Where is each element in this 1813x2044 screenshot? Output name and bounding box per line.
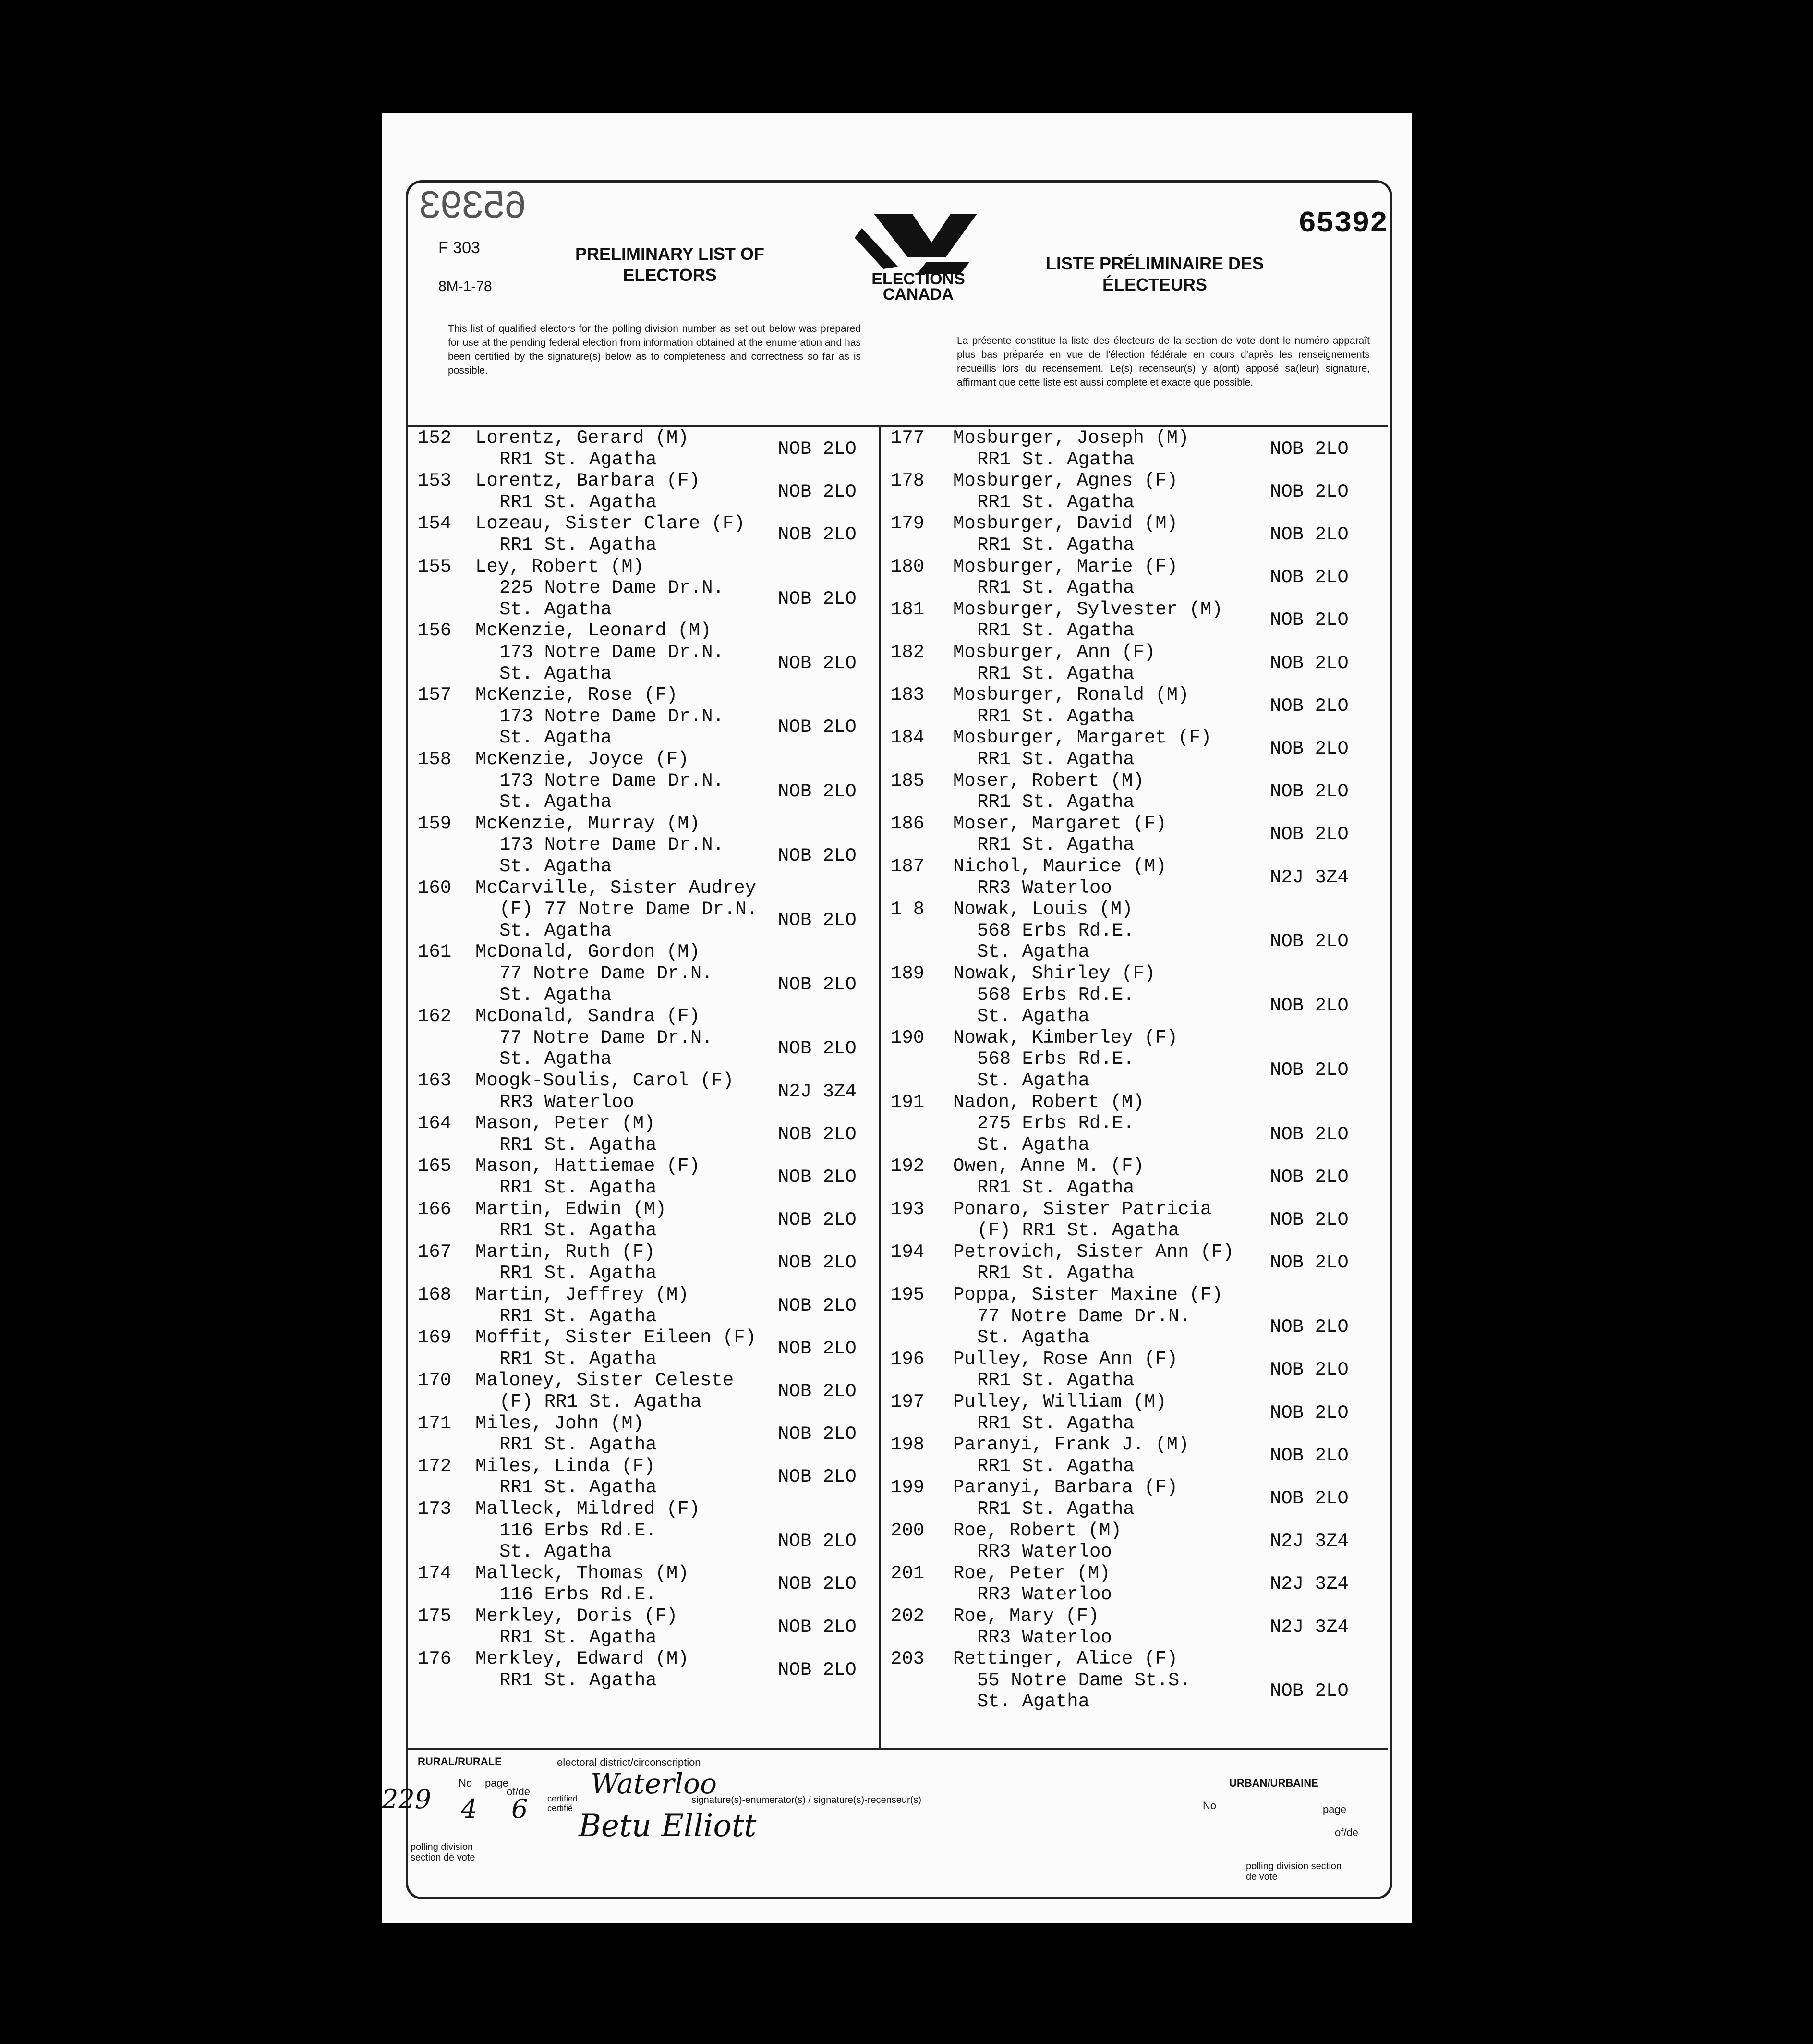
elector-number: 158 <box>418 749 452 770</box>
elector-address: RR1 St. Agatha <box>499 1669 657 1691</box>
polling-division-value: 229 <box>382 1784 432 1814</box>
elector-name: Roe, Robert (M) <box>953 1520 1122 1541</box>
postal-code: NOB 2LO <box>1270 1680 1349 1702</box>
elector-address: RR1 St. Agatha <box>499 1348 657 1370</box>
intro-french: La présente constitue la liste des électeurs de la section de vote dont le numéro apparaît plus bas préparée en vue de l'élection fédérale en cours d'après les renseignements recueillis lors du recensement. Le(s) recenseur(s) y a(ont) apposé sa(leur) signature, affirmant que cette liste est aussi complète et exacte que possible. <box>957 335 1370 388</box>
page-value: 4 <box>461 1794 478 1824</box>
elector-number: 153 <box>418 470 452 492</box>
form-date: 8M-1-78 <box>438 279 492 294</box>
elector-number: 176 <box>418 1648 452 1670</box>
elector-name: Paranyi, Barbara (F) <box>953 1477 1178 1498</box>
elector-number: 183 <box>891 684 925 706</box>
elector-address: RR1 St. Agatha <box>499 1477 657 1498</box>
elector-name: Martin, Jeffrey (M) <box>475 1284 689 1305</box>
elector-address: RR3 Waterloo <box>499 1091 634 1113</box>
elector-address: RR1 St. Agatha <box>977 748 1135 770</box>
elector-number: 191 <box>891 1091 925 1113</box>
elector-name: Nadon, Robert (M) <box>953 1091 1144 1113</box>
elector-name: Pulley, William (M) <box>953 1391 1167 1412</box>
postal-code: NOB 2LO <box>778 652 857 674</box>
form-number: 65392 <box>1298 207 1388 241</box>
elector-number: 177 <box>891 427 925 449</box>
postal-code: NOB 2LO <box>778 781 857 803</box>
elector-address: 116 Erbs Rd.E. <box>499 1584 657 1606</box>
elector-address: St. Agatha <box>499 1048 612 1070</box>
postal-code: NOB 2LO <box>1270 1166 1349 1188</box>
elector-number: 161 <box>418 941 452 963</box>
elector-address: RR1 St. Agatha <box>499 534 657 556</box>
elector-name: Moser, Margaret (F) <box>953 813 1167 834</box>
elector-address: RR1 St. Agatha <box>499 449 657 470</box>
elector-address: RR1 St. Agatha <box>499 1134 657 1156</box>
page-label: page <box>485 1777 508 1789</box>
title-french: LISTE PRÉLIMINAIRE DES ÉLECTEURS <box>1045 254 1264 294</box>
elector-address: St. Agatha <box>977 1070 1090 1091</box>
elector-name: Mason, Hattiemae (F) <box>475 1156 701 1177</box>
elector-address: RR1 St. Agatha <box>977 1370 1135 1391</box>
postal-code: NOB 2LO <box>1270 523 1349 545</box>
postal-code: NOB 2LO <box>778 1466 857 1488</box>
postal-code: NOB 2LO <box>1270 652 1349 674</box>
elector-number: 172 <box>418 1455 452 1477</box>
elector-number: 170 <box>418 1370 452 1391</box>
elector-number: 179 <box>891 513 925 535</box>
elector-name: McDonald, Sandra (F) <box>475 1006 701 1027</box>
elector-name: Ley, Robert (M) <box>475 556 644 577</box>
elector-name: Moffit, Sister Eileen (F) <box>475 1327 757 1349</box>
elector-address: RR1 St. Agatha <box>499 1220 657 1241</box>
elector-address: 173 Notre Dame Dr.N. <box>499 834 725 856</box>
elector-name: Lorentz, Barbara (F) <box>475 470 701 492</box>
elector-name: Owen, Anne M. (F) <box>953 1156 1144 1177</box>
postal-code: NOB 2LO <box>778 438 857 460</box>
elector-address: 568 Erbs Rd.E. <box>977 984 1135 1006</box>
elector-number: 186 <box>891 813 925 834</box>
postal-code: NOB 2LO <box>1270 481 1349 502</box>
elector-name: Mosburger, Joseph (M) <box>953 427 1189 449</box>
elector-number: 190 <box>891 1027 925 1048</box>
postal-code: NOB 2LO <box>1270 1123 1349 1145</box>
district-value: Waterloo <box>591 1767 717 1800</box>
elector-number: 199 <box>891 1477 925 1498</box>
elector-address: St. Agatha <box>977 1327 1090 1349</box>
elector-address: RR1 St. Agatha <box>499 491 657 513</box>
elector-address: St. Agatha <box>977 1006 1090 1027</box>
postal-code: NOB 2LO <box>1270 1445 1349 1466</box>
elector-address: RR1 St. Agatha <box>977 1498 1135 1520</box>
elector-address: St. Agatha <box>499 984 612 1006</box>
elector-number: 194 <box>891 1241 925 1263</box>
elector-address: RR1 St. Agatha <box>499 1305 657 1327</box>
elector-address: RR1 St. Agatha <box>977 1263 1135 1284</box>
elector-number: 168 <box>418 1284 452 1305</box>
postal-code: NOB 2LO <box>778 1123 857 1145</box>
elector-name: Ponaro, Sister Patricia <box>953 1198 1212 1220</box>
elector-address: RR1 St. Agatha <box>499 1627 657 1648</box>
postal-code: NOB 2LO <box>778 845 857 866</box>
urban-no-label: No <box>1203 1800 1217 1812</box>
elector-name: Petrovich, Sister Ann (F) <box>953 1241 1234 1263</box>
signature-label: signature(s)-enumerator(s) / signature(s)-recenseur(s) <box>691 1795 922 1805</box>
postal-code: NOB 2LO <box>1270 781 1349 803</box>
postal-code: NOB 2LO <box>1270 1316 1349 1338</box>
elector-number: 192 <box>891 1156 925 1177</box>
elector-number: 169 <box>418 1327 452 1349</box>
elector-address: St. Agatha <box>499 855 612 877</box>
elector-number: 185 <box>891 770 925 791</box>
elector-address: RR1 St. Agatha <box>499 1434 657 1456</box>
elector-name: Malleck, Mildred (F) <box>475 1498 701 1520</box>
elector-address: RR1 St. Agatha <box>977 449 1135 470</box>
elector-number: 171 <box>418 1412 452 1434</box>
urban-of-label: of/de <box>1335 1826 1358 1838</box>
elector-name: Nowak, Shirley (F) <box>953 963 1156 984</box>
elector-name: Malleck, Thomas (M) <box>475 1562 689 1584</box>
elector-name: Moser, Robert (M) <box>953 770 1144 791</box>
postal-code: NOB 2LO <box>778 588 857 609</box>
postal-code: NOB 2LO <box>1270 438 1349 460</box>
elector-address: St. Agatha <box>977 1134 1090 1156</box>
elector-number: 182 <box>891 642 925 663</box>
elector-number: 163 <box>418 1070 452 1091</box>
postal-code: N2J 3Z4 <box>1270 1616 1349 1638</box>
elector-number: 203 <box>891 1648 925 1670</box>
elector-name: McKenzie, Murray (M) <box>475 813 701 834</box>
district-label: electoral district/circonscription <box>557 1756 701 1768</box>
elector-number: 173 <box>418 1498 452 1520</box>
elector-address: 77 Notre Dame Dr.N. <box>977 1305 1191 1327</box>
elector-address: RR1 St. Agatha <box>977 491 1135 513</box>
postal-code: NOB 2LO <box>778 1209 857 1231</box>
postal-code: NOB 2LO <box>1270 1209 1349 1231</box>
elector-number: 174 <box>418 1562 452 1584</box>
postal-code: NOB 2LO <box>1270 567 1349 588</box>
elector-name: Mosburger, Agnes (F) <box>953 470 1178 492</box>
urban-polling-label: polling division section de vote <box>1246 1861 1342 1882</box>
form-code: F 303 <box>438 239 480 257</box>
elector-number: 197 <box>891 1391 925 1412</box>
elector-name: McKenzie, Joyce (F) <box>475 749 689 770</box>
elector-number: 156 <box>418 620 452 642</box>
elector-address: 173 Notre Dame Dr.N. <box>499 770 725 791</box>
footer-divider <box>408 1748 1388 1750</box>
postal-code: NOB 2LO <box>778 1338 857 1359</box>
no-label: No <box>459 1777 472 1789</box>
elector-name: Lorentz, Gerard (M) <box>475 427 689 449</box>
postal-code: NOB 2LO <box>1270 695 1349 717</box>
elector-address: 77 Notre Dame Dr.N. <box>499 1027 713 1048</box>
elector-name: Mason, Peter (M) <box>475 1113 655 1134</box>
elector-name: McKenzie, Leonard (M) <box>475 620 712 642</box>
left-electors-column <box>408 427 876 1746</box>
postal-code: NOB 2LO <box>1270 1402 1349 1424</box>
urban-page-label: page <box>1323 1803 1346 1815</box>
elector-number: 166 <box>418 1198 452 1220</box>
elector-name: Miles, John (M) <box>475 1412 644 1434</box>
elector-name: Mosburger, Ronald (M) <box>953 684 1189 706</box>
elector-address: (F) 77 Notre Dame Dr.N. <box>499 899 758 920</box>
elector-name: Roe, Peter (M) <box>953 1562 1111 1584</box>
elector-number: 193 <box>891 1198 925 1220</box>
elector-name: Mosburger, Ann (F) <box>953 642 1156 663</box>
rural-label: RURAL/RURALE <box>418 1755 502 1767</box>
postal-code: N2J 3Z4 <box>778 1081 857 1102</box>
postal-code: N2J 3Z4 <box>1270 1531 1349 1552</box>
intro-english: This list of qualified electors for the polling division number as set out below was prepared for use at the pending federal election from information obtained at the enumeration and has been certified by the signature(s) below as to completeness and correctness so far as is possible. <box>448 323 861 376</box>
elector-address: RR1 St. Agatha <box>977 663 1135 684</box>
elector-number: 154 <box>418 513 452 535</box>
elector-address: St. Agatha <box>499 727 612 749</box>
elector-address: St. Agatha <box>499 663 612 684</box>
elector-address: 77 Notre Dame Dr.N. <box>499 962 713 984</box>
elector-name: Maloney, Sister Celeste <box>475 1370 734 1391</box>
elector-address: RR1 St. Agatha <box>977 834 1135 856</box>
elector-number: 181 <box>891 598 925 620</box>
elector-number: 200 <box>891 1520 925 1541</box>
elector-address: RR1 St. Agatha <box>499 1177 657 1198</box>
elector-name: McKenzie, Rose (F) <box>475 684 678 706</box>
elector-number: 198 <box>891 1434 925 1456</box>
postal-code: NOB 2LO <box>1270 824 1349 845</box>
elector-number: 187 <box>891 856 925 877</box>
elector-address: RR3 Waterloo <box>977 1541 1112 1563</box>
elector-name: Miles, Linda (F) <box>475 1455 655 1477</box>
elector-name: Merkley, Edward (M) <box>475 1648 689 1670</box>
elector-address: RR1 St. Agatha <box>977 577 1135 599</box>
elector-name: Nichol, Maurice (M) <box>953 856 1167 877</box>
of-label: of/de <box>507 1786 530 1798</box>
logo-text-canada: CANADA <box>882 285 954 304</box>
elector-number: 165 <box>418 1156 452 1177</box>
elector-number: 160 <box>418 877 452 899</box>
elector-address: St. Agatha <box>499 1541 612 1563</box>
elector-number: 175 <box>418 1606 452 1627</box>
postal-code: NOB 2LO <box>778 1295 857 1316</box>
mirrored-form-number: 65393 <box>419 183 526 226</box>
postal-code: NOB 2LO <box>778 717 857 738</box>
elector-address: RR3 Waterloo <box>977 1584 1112 1606</box>
elector-address: St. Agatha <box>499 791 612 813</box>
elector-address: 568 Erbs Rd.E. <box>977 1048 1135 1070</box>
elector-name: Lozeau, Sister Clare (F) <box>475 513 745 535</box>
elector-number: 180 <box>891 556 925 577</box>
postal-code: NOB 2LO <box>778 973 857 995</box>
elector-number: 164 <box>418 1113 452 1134</box>
elector-name: Mosburger, David (M) <box>953 513 1178 535</box>
elector-number: 167 <box>418 1241 452 1263</box>
elector-name: Mosburger, Sylvester (M) <box>953 598 1223 620</box>
elector-name: Nowak, Louis (M) <box>953 899 1133 920</box>
elector-name: Martin, Ruth (F) <box>475 1241 655 1263</box>
elector-name: McCarville, Sister Audrey <box>475 877 757 899</box>
postal-code: NOB 2LO <box>778 909 857 931</box>
right-electors-column <box>881 427 1385 1746</box>
postal-code: NOB 2LO <box>778 1424 857 1445</box>
elector-address: (F) RR1 St. Agatha <box>977 1220 1180 1241</box>
elector-address: 173 Notre Dame Dr.N. <box>499 641 725 663</box>
elector-address: RR1 St. Agatha <box>499 1263 657 1284</box>
elector-number: 189 <box>891 963 925 984</box>
postal-code: NOB 2LO <box>778 1166 857 1188</box>
certified-label: certified certifié <box>547 1794 578 1813</box>
urban-label: URBAN/URBAINE <box>1229 1777 1318 1789</box>
elector-number: 184 <box>891 727 925 749</box>
elector-name: Poppa, Sister Maxine (F) <box>953 1284 1223 1305</box>
header-divider <box>408 425 1388 427</box>
elector-address: RR1 St. Agatha <box>977 1412 1135 1434</box>
elector-address: RR1 St. Agatha <box>977 620 1135 642</box>
postal-code: NOB 2LO <box>778 1038 857 1059</box>
elector-address: RR3 Waterloo <box>977 877 1112 899</box>
elector-name: Mosburger, Marie (F) <box>953 556 1178 577</box>
elector-name: Merkley, Doris (F) <box>475 1606 678 1627</box>
elector-number: 152 <box>418 427 452 449</box>
elector-address: RR3 Waterloo <box>977 1627 1112 1648</box>
elector-address: (F) RR1 St. Agatha <box>499 1391 702 1412</box>
elector-number: 157 <box>418 684 452 706</box>
elector-address: RR1 St. Agatha <box>977 1455 1135 1477</box>
elector-address: RR1 St. Agatha <box>977 534 1135 556</box>
document-page <box>382 113 1412 1923</box>
logo-text <box>855 271 982 302</box>
elector-address: St. Agatha <box>977 941 1090 963</box>
elector-address: St. Agatha <box>977 1691 1090 1713</box>
elector-name: Rettinger, Alice (F) <box>953 1648 1178 1670</box>
logo-text-elections: ELECTIONS <box>871 270 965 288</box>
postal-code: NOB 2LO <box>778 1573 857 1595</box>
postal-code: NOB 2LO <box>1270 609 1349 631</box>
elector-address: 116 Erbs Rd.E. <box>499 1520 657 1541</box>
elector-name: Martin, Edwin (M) <box>475 1198 666 1220</box>
postal-code: NOB 2LO <box>1270 1059 1349 1081</box>
postal-code: N2J 3Z4 <box>1270 1573 1349 1595</box>
elector-address: 225 Notre Dame Dr.N. <box>499 577 725 599</box>
column-divider <box>879 426 881 1749</box>
postal-code: NOB 2LO <box>1270 1252 1349 1274</box>
postal-code: N2J 3Z4 <box>1270 866 1349 888</box>
elector-address: 568 Erbs Rd.E. <box>977 920 1135 941</box>
elector-number: 202 <box>891 1606 925 1627</box>
elector-name: Nowak, Kimberley (F) <box>953 1027 1178 1048</box>
elector-address: 275 Erbs Rd.E. <box>977 1113 1135 1134</box>
elector-number: 159 <box>418 813 452 834</box>
postal-code: NOB 2LO <box>778 1380 857 1402</box>
elector-name: McDonald, Gordon (M) <box>475 941 701 963</box>
elector-name: Mosburger, Margaret (F) <box>953 727 1212 749</box>
elector-address: RR1 St. Agatha <box>977 706 1135 727</box>
elector-number: 162 <box>418 1006 452 1027</box>
elector-number: 155 <box>418 556 452 577</box>
postal-code: NOB 2LO <box>778 523 857 545</box>
postal-code: NOB 2LO <box>1270 995 1349 1017</box>
elector-address: St. Agatha <box>499 598 612 620</box>
postal-code: NOB 2LO <box>778 1252 857 1274</box>
elector-name: Roe, Mary (F) <box>953 1606 1100 1627</box>
polling-division-label: polling division section de vote <box>411 1842 475 1863</box>
elector-number: 196 <box>891 1348 925 1370</box>
elector-address: St. Agatha <box>499 920 612 941</box>
postal-code: NOB 2LO <box>1270 1359 1349 1381</box>
postal-code: NOB 2LO <box>778 481 857 502</box>
elector-number: 1 8 <box>891 899 925 920</box>
elector-number: 195 <box>891 1284 925 1305</box>
elector-number: 178 <box>891 470 925 492</box>
postal-code: NOB 2LO <box>778 1616 857 1638</box>
elector-name: Moogk-Soulis, Carol (F) <box>475 1070 734 1091</box>
postal-code: NOB 2LO <box>1270 1487 1349 1509</box>
postal-code: NOB 2LO <box>1270 738 1349 759</box>
elector-address: 55 Notre Dame St.S. <box>977 1669 1191 1691</box>
elector-name: Pulley, Rose Ann (F) <box>953 1348 1178 1370</box>
title-english: PRELIMINARY LIST OF ELECTORS <box>575 244 764 285</box>
elector-address: RR1 St. Agatha <box>977 1177 1135 1198</box>
elector-address: 173 Notre Dame Dr.N. <box>499 706 725 727</box>
postal-code: NOB 2LO <box>778 1659 857 1680</box>
elector-address: RR1 St. Agatha <box>977 791 1135 813</box>
elector-number: 201 <box>891 1562 925 1584</box>
postal-code: NOB 2LO <box>1270 931 1349 952</box>
of-value: 6 <box>511 1794 528 1824</box>
elector-name: Paranyi, Frank J. (M) <box>953 1434 1189 1456</box>
postal-code: NOB 2LO <box>778 1531 857 1552</box>
signature-value: Betu Elliott <box>579 1808 757 1844</box>
